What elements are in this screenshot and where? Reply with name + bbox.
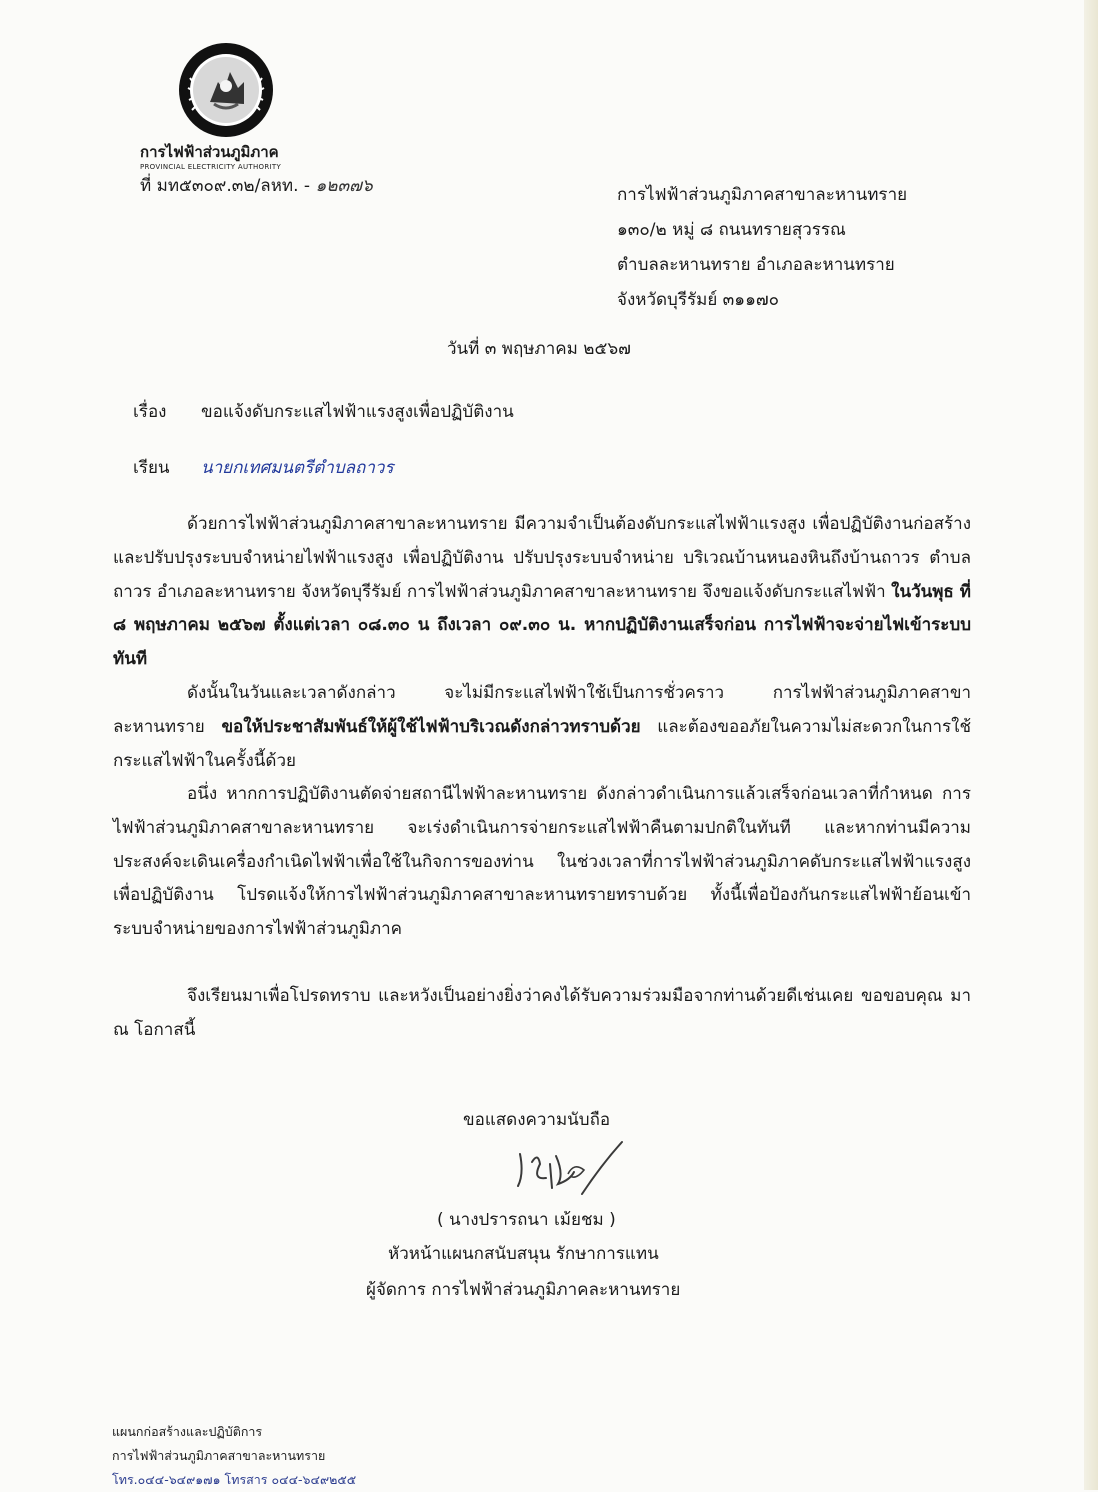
doc-number-prefix: ที่ มท๕๓๐๙.๓๒/ลหท. - [140, 176, 311, 196]
signature [512, 1134, 632, 1200]
subject-label: เรื่อง [133, 402, 167, 422]
subject-text: ขอแจ้งดับกระแสไฟฟ้าแรงสูงเพื่อปฏิบัติงาน [201, 402, 514, 422]
footer-phone: โทร.๐๔๔-๖๔๙๑๗๑ โทรสาร ๐๔๔-๖๔๙๒๕๕ [112, 1472, 357, 1487]
recipient-label: เรียน [133, 458, 170, 478]
page-edge [1084, 0, 1098, 1490]
address-line: ๑๓๐/๒ หมู่ ๘ ถนนทรายสุวรรณ [617, 220, 846, 240]
p2-text-b: และต้องขออภัยในความไม่สะดวกในการใช้กระแสไฟฟ้าในครั้งนี้ด้วย [113, 716, 971, 771]
body-paragraph-3 [113, 778, 971, 947]
document-number [140, 172, 373, 199]
p1-bold-text: ในวันพุธ ที่ ๘ พฤษภาคม ๒๕๖๗ ตั้งแต่เวลา ๐๘.๓๐ น ถึงเวลา ๐๙.๓๐ น. หากปฏิบัติงานเสร็จก่อน การไฟฟ้าจะจ่ายไฟเข้าระบบทันที [113, 581, 971, 670]
closing-phrase: ขอแสดงความนับถือ [463, 1110, 611, 1130]
footer-office: การไฟฟ้าส่วนภูมิภาคสาขาละหานทราย [112, 1448, 326, 1463]
footer-department: แผนกก่อสร้างและปฏิบัติการ [112, 1424, 263, 1439]
p2-bold-text: ขอให้ประชาสัมพันธ์ให้ผู้ใช้ไฟฟ้าบริเวณดังกล่าวทราบด้วย [221, 716, 641, 737]
signer-name: ( นางปรารถนา เม้ยชม ) [437, 1210, 616, 1230]
signer-office: ผู้จัดการ การไฟฟ้าส่วนภูมิภาคละหานทราย [366, 1280, 681, 1300]
p3-text: อนึ่ง หากการปฏิบัติงานตัดจ่ายสถานีไฟฟ้าละหานทราย ดังกล่าวดำเนินการแล้วเสร็จก่อนเวลาที่กำหนด การไฟฟ้าส่วนภูมิภาคสาขาละหานทราย จะเร่งดำเนินการจ่ายกระแสไฟฟ้าคืนตามปกติในทันที และหากท่านมีความประสงค์จะเดินเครื่องกำเนิดไฟฟ้าเพื่อใช้ในกิจการของท่าน ในช่วงเวลาที่การไฟฟ้าส่วนภูมิภาคดับกระแสไฟฟ้าแรงสูงเพื่อปฏิบัติงาน โปรดแจ้งให้การไฟฟ้าส่วนภูมิภาคสาขาละหานทรายทราบด้วย ทั้งนี้เพื่อป้องกันกระแสไฟฟ้าย้อนเข้าระบบจำหน่ายของการไฟฟ้าส่วนภูมิภาค [113, 784, 971, 940]
p1-text: ด้วยการไฟฟ้าส่วนภูมิภาคสาขาละหานทราย มีความจำเป็นต้องดับกระแสไฟฟ้าแรงสูง เพื่อปฏิบัติงานก่อสร้างและปรับปรุงระบบจำหน่ายไฟฟ้าแรงสูง เพื่อปฏิบัติงาน ปรับปรุงระบบจำหน่าย บริเวณบ้านหนองหินถึงบ้านถาวร ตำบลถาวร อำเภอละหานทราย จังหวัดบุรีรัมย์ การไฟฟ้าส่วนภูมิภาคสาขาละหานทราย จึงขอแจ้งดับกระแสไฟฟ้า [113, 514, 971, 602]
address-line: ตำบลละหานทราย อำเภอละหานทราย [617, 255, 895, 275]
p2-text-a: ดังนั้นในวันและเวลาดังกล่าว จะไม่มีกระแสไฟฟ้าใช้เป็นการชั่วคราว การไฟฟ้าส่วนภูมิภาคสาขาละหานทราย [113, 683, 971, 737]
recipient-text: นายกเทศมนตรีตำบลถาวร [201, 458, 394, 478]
signer-position: หัวหน้าแผนกสนับสนุน รักษาการแทน [388, 1244, 659, 1264]
doc-number-handwritten: ๑๒๓๗๖ [315, 176, 373, 196]
org-name-en: PROVINCIAL ELECTRICITY AUTHORITY [140, 163, 282, 171]
body-paragraph-1 [113, 508, 971, 677]
body-paragraph-2 [113, 677, 971, 778]
address-line: การไฟฟ้าส่วนภูมิภาคสาขาละหานทราย [617, 185, 908, 205]
address-line: จังหวัดบุรีรัมย์ ๓๑๑๗๐ [617, 290, 780, 310]
p4-text: จึงเรียนมาเพื่อโปรดทราบ และหวังเป็นอย่างยิ่งว่าคงได้รับความร่วมมือจากท่านด้วยดีเช่นเคย ขอขอบคุณ มา ณ โอกาสนี้ [113, 986, 971, 1040]
footer-contact [112, 1420, 356, 1492]
org-name-th: การไฟฟ้าส่วนภูมิภาค [140, 143, 279, 161]
sender-address [617, 178, 907, 318]
letter-date: วันที่ ๓ พฤษภาคม ๒๕๖๗ [447, 339, 631, 359]
body-paragraph-4 [113, 980, 971, 1048]
pea-logo-icon [178, 42, 274, 138]
